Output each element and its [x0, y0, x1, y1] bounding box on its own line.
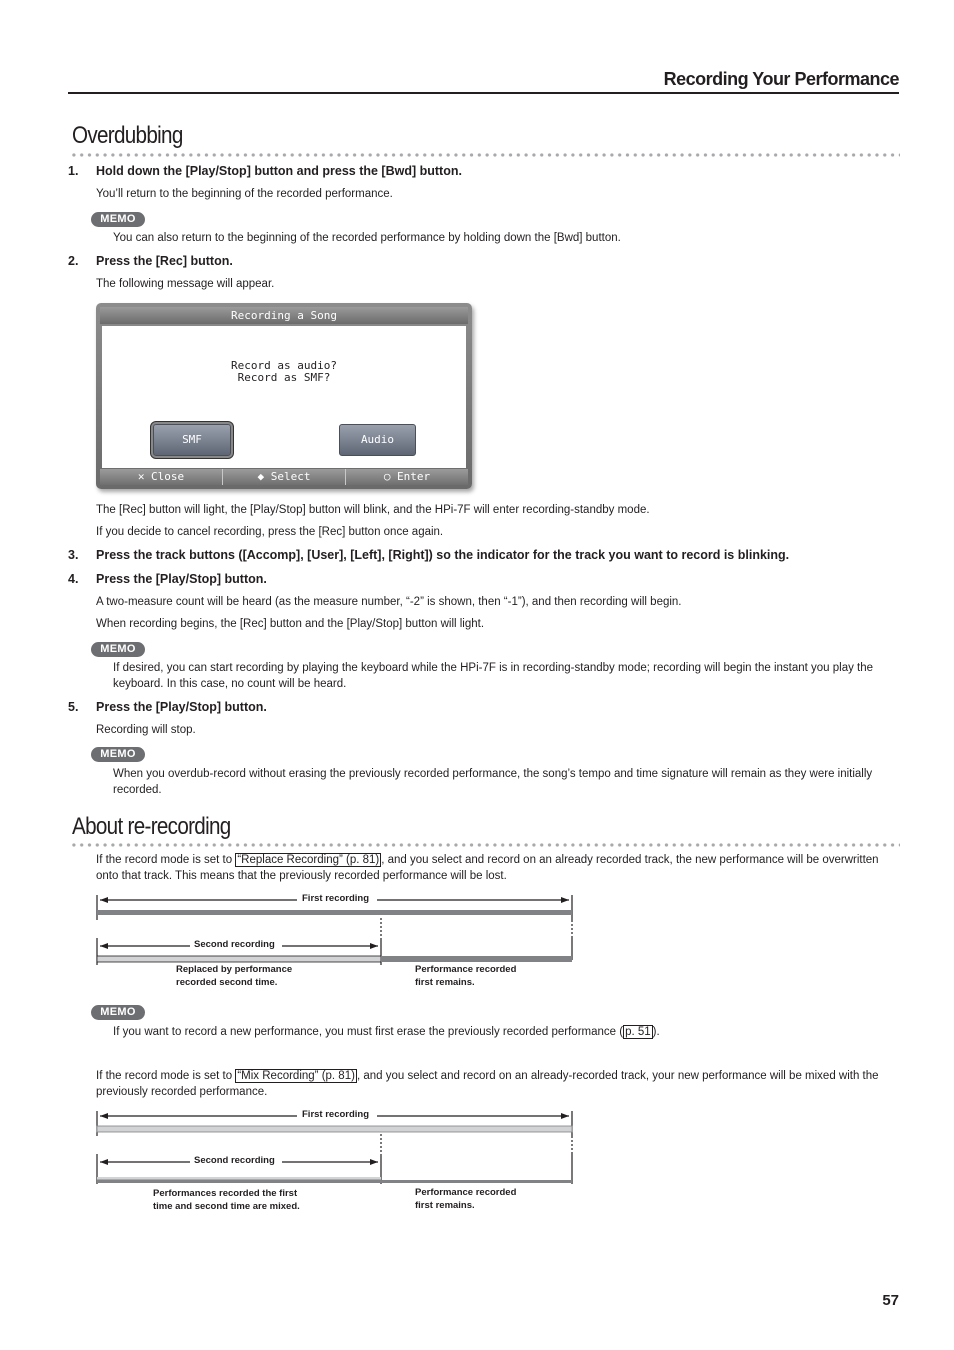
screen-function-bar	[100, 469, 468, 485]
screen-message-line1: Record as audio?	[231, 359, 337, 372]
replace-recording-paragraph: If the record mode is set to “Replace Recording” (p. 81) , and you select and record on an already recorded track, the new performance will be overwritten onto that track. This means that the previously recorded performance will be lost.	[96, 854, 879, 882]
memo-1-text: You can also return to the beginning of the recorded performance by holding down the [Bwd] button.	[113, 232, 621, 244]
step-1-desc: You’ll return to the beginning of the recorded performance.	[96, 188, 393, 200]
second-recording-label: Second recording	[194, 939, 275, 950]
first-recording-label: First recording	[302, 893, 370, 904]
second-recording-label: Second recording	[194, 1155, 275, 1166]
step-3-text: Press the track buttons ([Accomp], [User], [Left], [Right]) so the indicator for the track you want to record is blinking.	[96, 548, 790, 562]
erase-page-link[interactable]: p. 51	[625, 1026, 651, 1038]
step-4-desc-2: When recording begins, the [Rec] button and the [Play/Stop] button will light.	[96, 618, 485, 630]
page-number: 57	[882, 1292, 899, 1309]
after-screen-text-1: The [Rec] button will light, the [Play/Stop] button will blink, and the HPi-7F will enter recording-standby mode.	[96, 504, 650, 516]
step-4-desc-1: A two-measure count will be heard (as the measure number, “-2” is shown, then “-1”), and then recording will begin.	[96, 596, 682, 608]
screen-message-line2: Record as SMF?	[237, 371, 331, 384]
remains-caption: Performance recorded first remains.	[415, 1187, 517, 1211]
smf-button[interactable]: SMF	[153, 424, 231, 456]
step-2-number: 2.	[68, 254, 79, 268]
memo-4-text: If you want to record a new performance, you must first erase the previously recorded performance ( p. 51 ).	[113, 1026, 660, 1038]
section-header-title: Recording Your Performance	[663, 69, 899, 89]
audio-button[interactable]: Audio	[339, 424, 416, 456]
step-2-desc: The following message will appear.	[96, 278, 275, 290]
memo-badge: MEMO	[91, 212, 145, 227]
memo-badge: MEMO	[91, 1005, 145, 1020]
mixed-caption: Performances recorded the first time and second time are mixed.	[153, 1188, 300, 1212]
replaced-caption: Replaced by performance recorded second time.	[176, 964, 293, 988]
overdubbing-heading: Overdubbing	[72, 122, 183, 149]
memo-3-text: When you overdub-record without erasing the previously recorded performance, the song’s tempo and time signature will remain as they were initially recorded.	[113, 768, 873, 796]
screen-message	[102, 360, 466, 384]
replace-recording-link[interactable]: “Replace Recording” (p. 81)	[237, 854, 380, 866]
remains-caption: Performance recorded first remains.	[415, 964, 517, 988]
select-function[interactable]: ◆ Select	[223, 469, 346, 485]
heading-dotted-rule	[70, 842, 900, 848]
mix-recording-link[interactable]: “Mix Recording” (p. 81)	[237, 1070, 355, 1082]
memo-2-text: If desired, you can start recording by playing the keyboard while the HPi-7F is in recording-standby mode; recording will begin the instant you play the keyboard. In this case, no count will be heard.	[113, 662, 874, 690]
memo-badge: MEMO	[91, 747, 145, 762]
after-screen-text-2: If you decide to cancel recording, press the [Rec] button once again.	[96, 526, 444, 538]
close-function[interactable]: ✕ Close	[100, 469, 223, 485]
step-5-desc: Recording will stop.	[96, 724, 196, 736]
step-1-text: Hold down the [Play/Stop] button and press the [Bwd] button.	[96, 164, 462, 178]
memo-badge: MEMO	[91, 642, 145, 657]
step-3-number: 3.	[68, 548, 79, 562]
heading-dotted-rule	[70, 152, 900, 158]
step-2-text: Press the [Rec] button.	[96, 254, 233, 268]
enter-function[interactable]: ○ Enter	[383, 470, 431, 483]
step-4-text: Press the [Play/Stop] button.	[96, 572, 267, 586]
mix-recording-paragraph: If the record mode is set to “Mix Recording” (p. 81) , and you select and record on an already-recorded track, your new performance will be mixed with the previously recorded performance.	[96, 1070, 879, 1098]
screen-title: Recording a Song	[100, 307, 468, 324]
step-5-number: 5.	[68, 700, 79, 714]
header-rule	[68, 92, 899, 94]
step-1-number: 1.	[68, 164, 79, 178]
rerecording-heading: About re-recording	[72, 813, 231, 840]
step-5-text: Press the [Play/Stop] button.	[96, 700, 267, 714]
first-recording-label: First recording	[302, 1109, 370, 1120]
step-4-number: 4.	[68, 572, 79, 586]
